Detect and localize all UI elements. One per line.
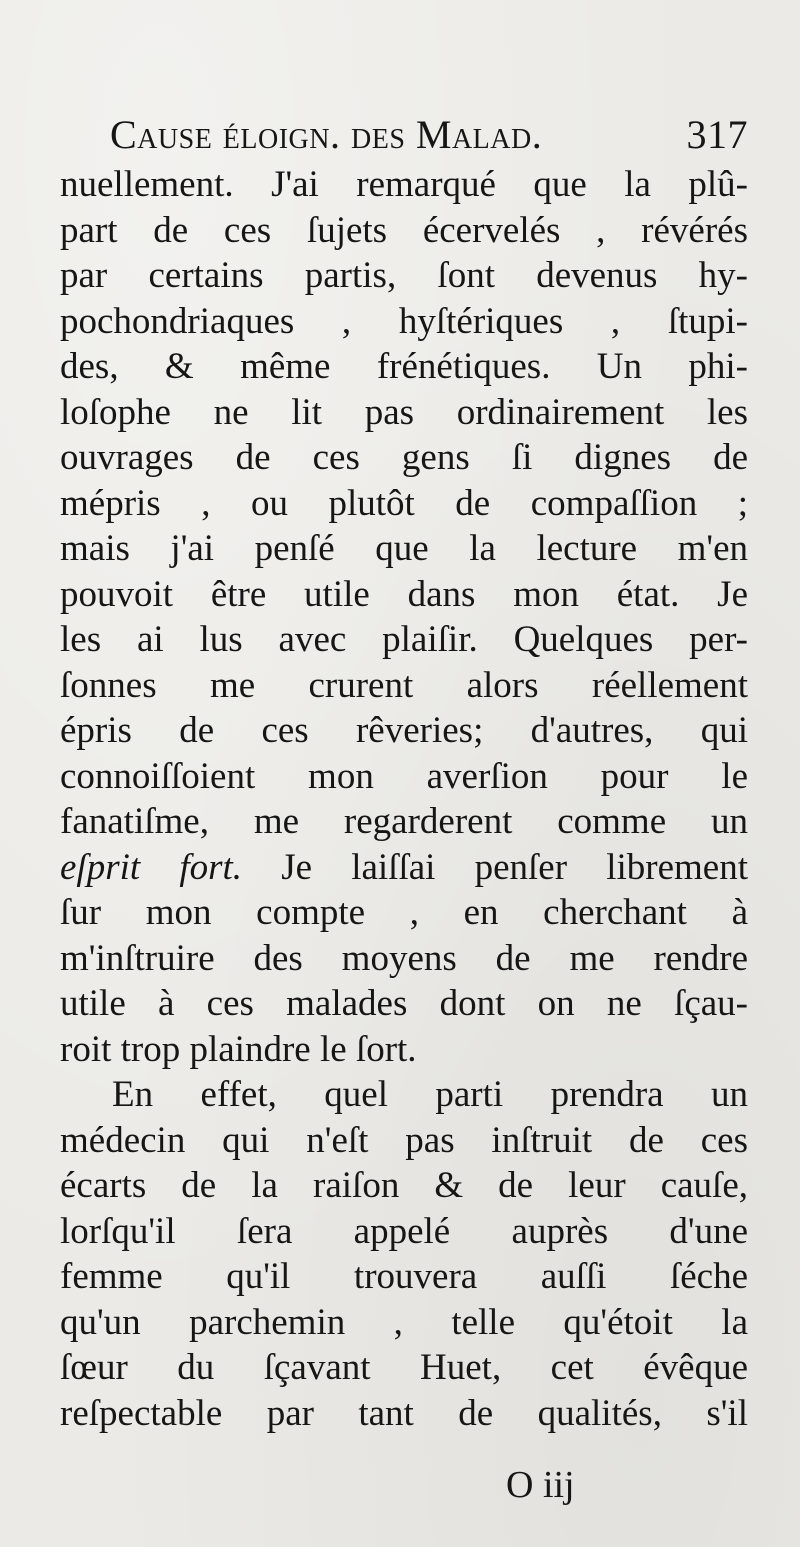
text-line: ſur mon compte , en cherchant à [60, 892, 748, 933]
text-line: pochondriaques , hyſtériques , ſtupi- [60, 300, 748, 342]
text-line: mais j'ai penſé que la lecture m'en [60, 528, 748, 569]
text-line: utile à ces malades dont on ne ſçau- [60, 983, 748, 1024]
running-head [60, 110, 748, 160]
paragraph-end-line: roit trop plaindre le ſort. [60, 1028, 417, 1070]
line-remainder: Je laiſſai penſer librement [242, 846, 748, 888]
text-line: nuellement. J'ai remarqué que la plû- [60, 164, 748, 205]
text-line: lorſqu'il ſera appelé auprès d'une [60, 1210, 748, 1252]
text-line: épris de ces rêveries; d'autres, qui [60, 710, 748, 751]
text-line: m'inſtruire des moyens de me rendre [60, 937, 748, 979]
text-line: fanatiſme, me regarderent comme un [60, 801, 748, 842]
text-line: pouvoit être utile dans mon état. Je [60, 573, 748, 615]
text-line: ſœur du ſçavant Huet, cet évêque [60, 1347, 748, 1388]
text-line: ſonnes me crurent alors réellement [60, 664, 748, 706]
text-line: par certains partis, ſont devenus hy- [60, 255, 748, 296]
text-line: femme qu'il trouvera auſſi ſéche [60, 1256, 748, 1297]
signature-mark: O iij [506, 1464, 575, 1506]
page-number: 317 [686, 112, 748, 157]
text-line-mixed [60, 845, 748, 891]
text-line: écarts de la raiſon & de leur cauſe, [60, 1165, 748, 1206]
text-line: ouvrages de ces gens ſi dignes de [60, 437, 748, 478]
text-line: mépris , ou plutôt de compaſſion ; [60, 482, 748, 524]
running-title: Cause éloign. des Malad. [110, 112, 543, 157]
text-line: les ai lus avec plaiſir. Quelques per- [60, 619, 748, 660]
text-line: connoiſſoient mon averſion pour le [60, 755, 748, 797]
text-line: qu'un parchemin , telle qu'étoit la [60, 1301, 748, 1343]
italic-phrase: eſprit fort. [60, 846, 243, 888]
paragraph-start-line: En effet, quel parti prendra un [112, 1074, 748, 1115]
text-line: reſpectable par tant de qualités, s'il [60, 1392, 748, 1434]
text-line: part de ces ſujets écervelés , révérés [60, 209, 748, 251]
text-line: médecin qui n'eſt pas inſtruit de ces [60, 1119, 748, 1161]
body-text [60, 162, 748, 1436]
text-line: des, & même frénétiques. Un phi- [60, 346, 748, 387]
text-line: loſophe ne lit pas ordinairement les [60, 391, 748, 433]
